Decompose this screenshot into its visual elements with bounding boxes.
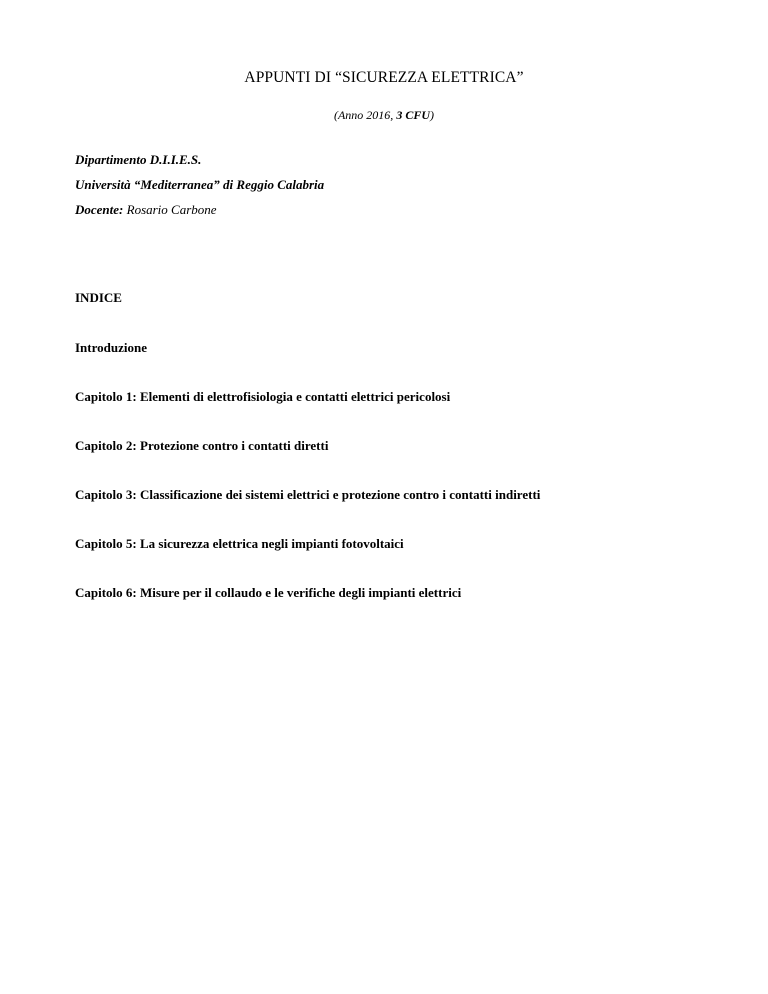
- toc-item: Capitolo 3: Classificazione dei sistemi elettrici e protezione contro i contatti indiretti: [75, 487, 541, 502]
- subtitle-close: ): [430, 108, 434, 122]
- toc-item: Introduzione: [75, 340, 147, 355]
- toc-item: Capitolo 6: Misure per il collaudo e le verifiche degli impianti elettrici: [75, 585, 462, 600]
- subtitle-year: (Anno 2016,: [333, 108, 397, 122]
- department-line: Dipartimento D.I.I.E.S.: [75, 152, 202, 167]
- index-heading: INDICE: [75, 290, 122, 305]
- university-line: Università “Mediterranea” di Reggio Calabria: [75, 177, 325, 192]
- toc-item: Capitolo 1: Elementi di elettrofisiologia e contatti elettrici pericolosi: [75, 389, 451, 404]
- lecturer-line: [75, 202, 217, 218]
- lecturer-label: Docente:: [75, 202, 124, 217]
- toc-item: Capitolo 2: Protezione contro i contatti diretti: [75, 438, 329, 453]
- subtitle-credits: 3 CFU: [396, 108, 430, 122]
- document-subtitle: [0, 108, 768, 123]
- lecturer-name: Rosario Carbone: [123, 202, 217, 217]
- toc-item: Capitolo 5: La sicurezza elettrica negli impianti fotovoltaici: [75, 536, 404, 551]
- document-title: APPUNTI DI “SICUREZZA ELETTRICA”: [244, 69, 524, 86]
